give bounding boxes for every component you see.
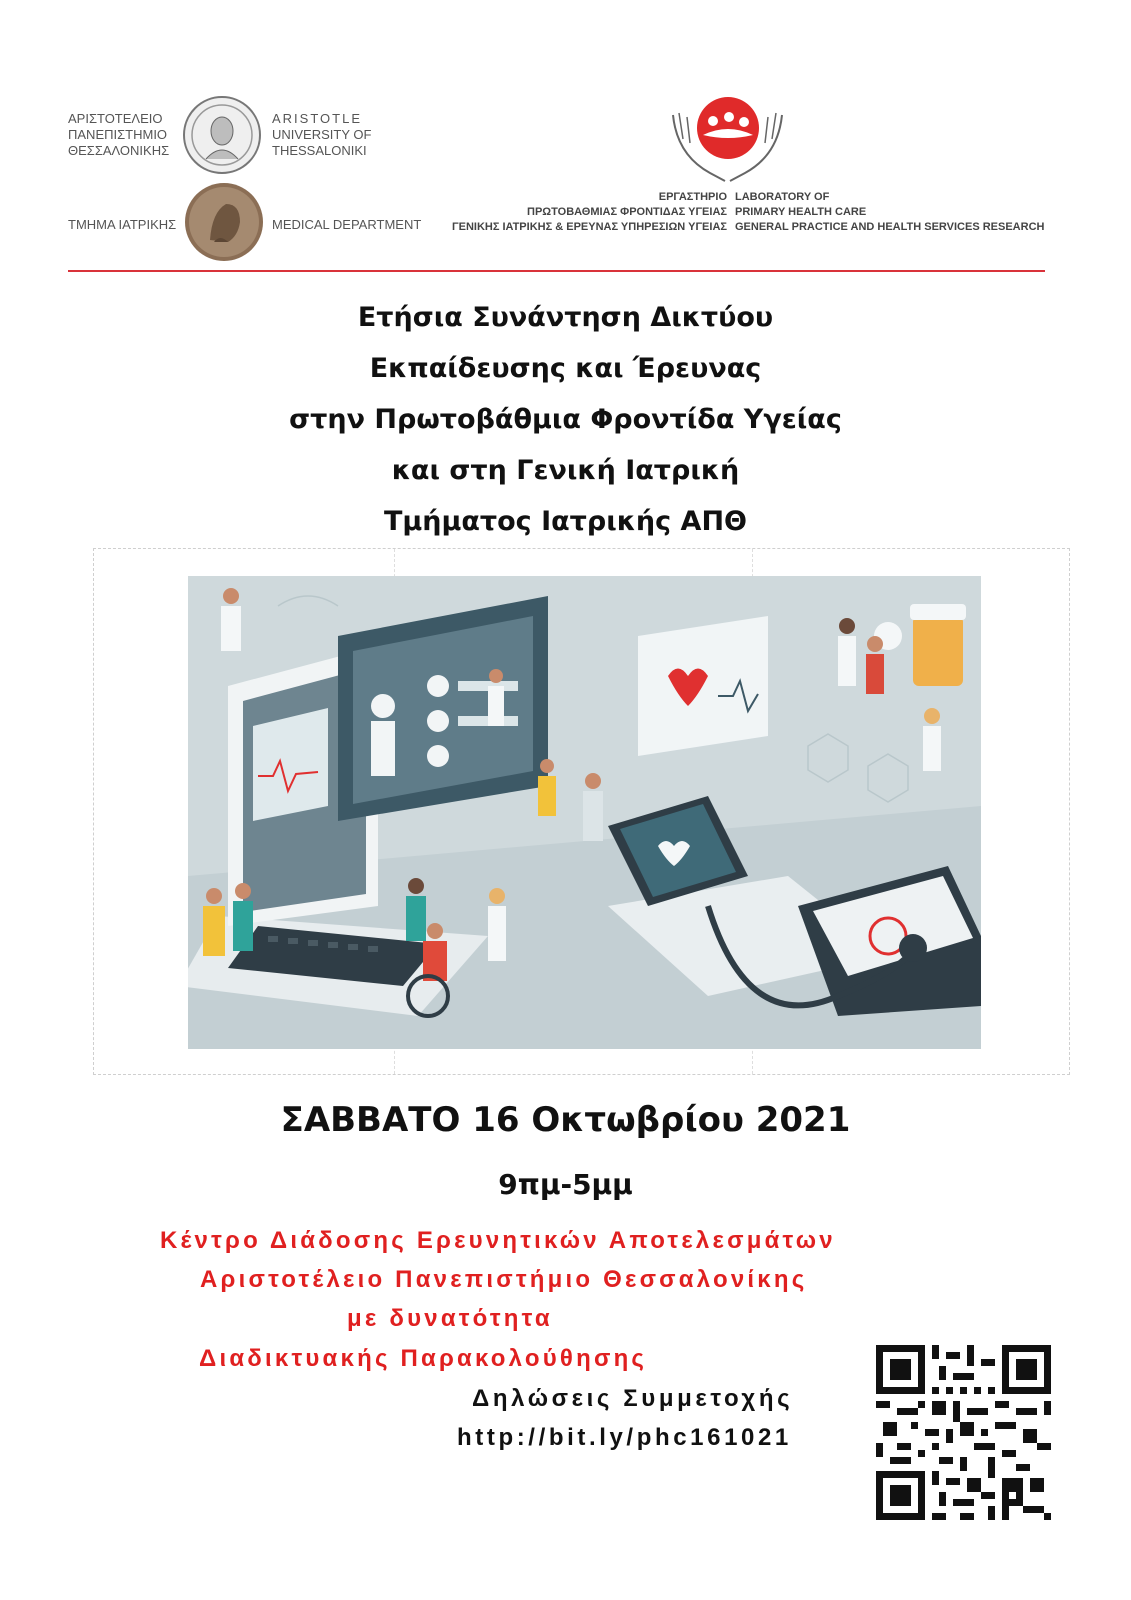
auth-greek-name: ΑΡΙΣΤΟΤΕΛΕΙΟ ΠΑΝΕΠΙΣΤΗΜΙΟ ΘΕΣΣΑΛΟΝΙΚΗΣ xyxy=(68,111,170,158)
caring-hands-icon xyxy=(665,95,790,185)
event-title xyxy=(0,292,1131,547)
lab-greek-name: ΕΡΓΑΣΤΗΡΙΟ ΠΡΩΤΟΒΑΘΜΙΑΣ ΦΡΟΝΤΙΔΑΣ ΥΓΕΙΑΣ ΓΕΝΙΚΗΣ ΙΑΤΡΙΚΗΣ & ΕΡΕΥΝΑΣ ΥΠΗΡΕΣΙΩΝ ΥΓΕΙΑΣ xyxy=(452,191,727,233)
title-line: Ετήσια Συνάντηση Δικτύου xyxy=(357,302,774,333)
dept-english-name: MEDICAL DEPARTMENT xyxy=(272,217,422,232)
title-line: στην Πρωτοβάθμια Φροντίδα Υγείας xyxy=(289,404,842,435)
hippocrates-medal-icon xyxy=(184,182,264,262)
auth-english-name: ARISTOTLE UNIVERSITY OF THESSALONIKI xyxy=(272,111,372,158)
registration-label: Δηλώσεις Συμμετοχής xyxy=(472,1385,794,1412)
venue-line: με δυνατότητα xyxy=(347,1305,553,1332)
event-time: 9πμ-5μμ xyxy=(498,1168,633,1201)
registration-link[interactable]: http://bit.ly/phc161021 xyxy=(457,1424,792,1451)
university-seal xyxy=(182,95,262,175)
title-line: Τμήματος Ιατρικής ΑΠΘ xyxy=(383,506,748,537)
qr-code[interactable] xyxy=(876,1345,1051,1520)
header-divider xyxy=(68,270,1045,272)
venue-line: Διαδικτυακής Παρακολούθησης xyxy=(199,1345,648,1372)
venue-line: Αριστοτέλειο Πανεπιστήμιο Θεσσαλονίκης xyxy=(200,1266,808,1293)
digital-health-illustration xyxy=(188,576,981,1049)
event-date: ΣΑΒΒΑΤΟ 16 Οκτωβρίου 2021 xyxy=(280,1100,851,1140)
lab-english-name: LABORATORY OF PRIMARY HEALTH CARE GENERAL PRACTICE AND HEALTH SERVICES RESEARCH xyxy=(735,191,1045,233)
dept-greek-name: ΤΜΗΜΑ ΙΑΤΡΙΚΗΣ xyxy=(68,217,177,232)
venue-line: Κέντρο Διάδοσης Ερευνητικών Αποτελεσμάτων xyxy=(160,1227,836,1254)
title-line: Εκπαίδευσης και Έρευνας xyxy=(369,353,762,384)
title-line: και στη Γενική Ιατρική xyxy=(391,455,740,486)
